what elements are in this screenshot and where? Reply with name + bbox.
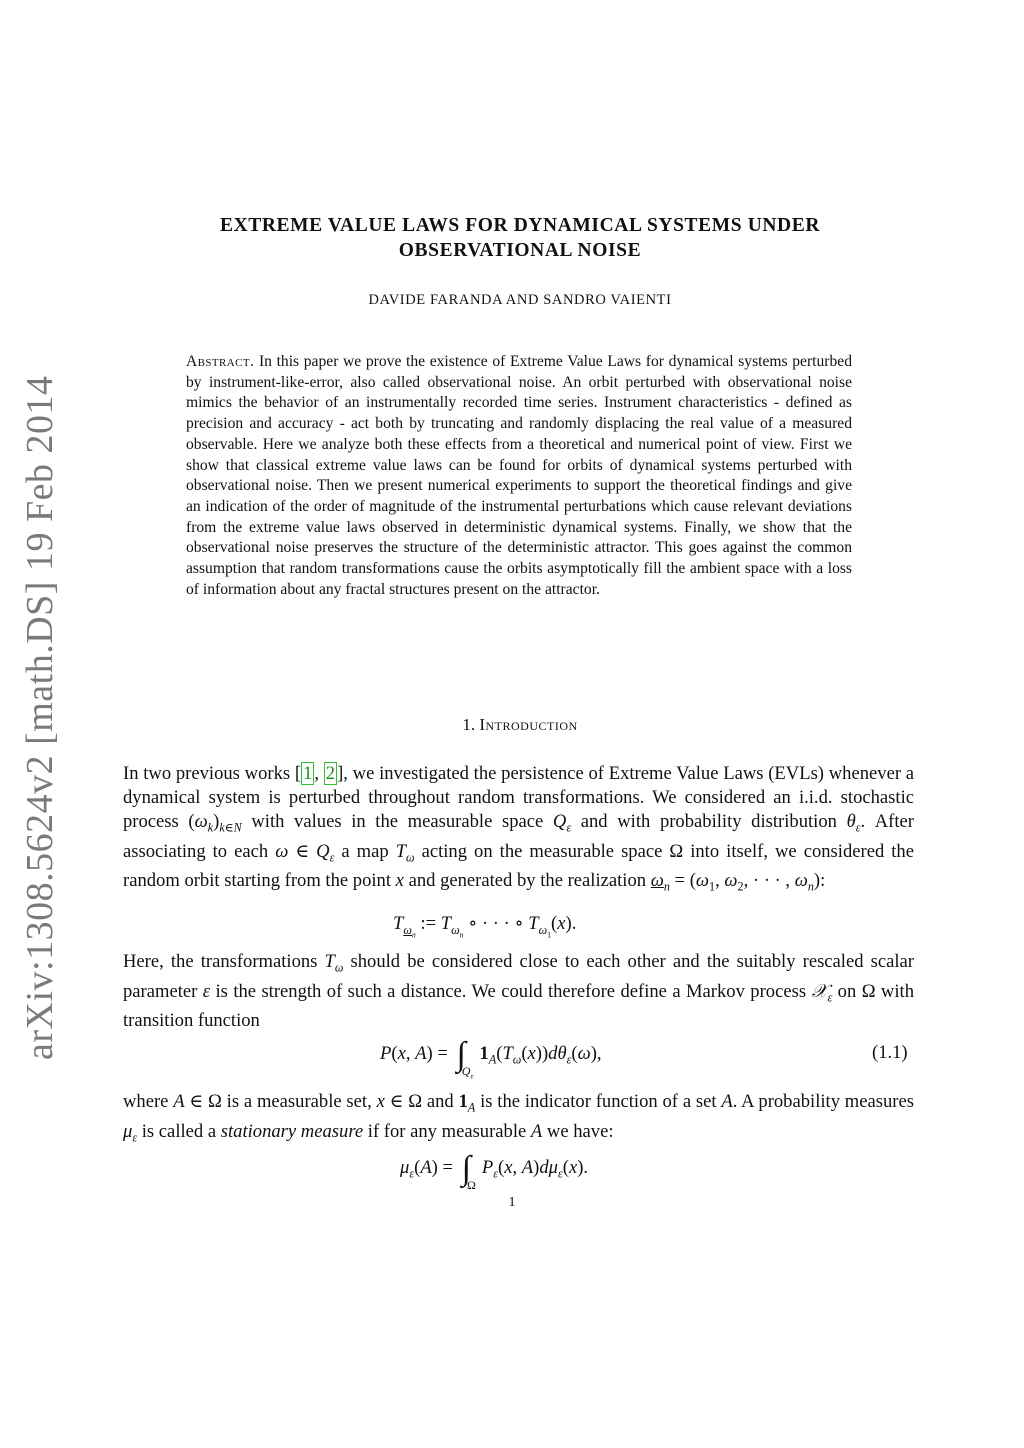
arxiv-identifier-stamp: arXiv:1308.5624v2 [math.DS] 19 Feb 2014 [19,375,61,1060]
intro-paragraph-1: In two previous works [ 1 , 2 ], we investigated the persistence of Extreme Value Laws (EVLs) whenever a dynamical system is perturbed throughout random transformations. We considered an i.i.d. stochastic process $(\omega_k)_{k\in N}$ with values in the measurable space $Q_\varepsilon$ and with probability distribution $\theta_\varepsilon$. After associating to each ω ∈ $Q_\varepsilon$ a map $T_\omega$ acting on the measurable space Ω into itself, we considered the random orbit starting from the point x and generated by the realization $\omega_n = (\omega_1$, $\omega_2$, · · · , $\omega_n$): [123,763,915,895]
section-title: Introduction [479,715,578,734]
equation-transition-function: P(x, $A) = \int_{Q_\varepsilon}1_A(T_\omega(x))d\theta_\varepsilon(\omega)$, [380,1036,602,1081]
equation-number: (1.1) [872,1042,908,1063]
abstract [186,352,852,600]
section-number: 1. [462,715,476,734]
citation-link-2[interactable]: 2 [325,763,336,784]
section-heading [120,715,920,735]
abstract-label: Abstract. [186,353,255,370]
abstract-text: In this paper we prove the existence of Extreme Value Laws for dynamical systems perturbed by instrument-like-error, also called observational noise. An orbit perturbed with observational noise mimics the behavior of an instrumentally recorded time series. Instrument characteristics - defined as precision and accuracy - act both by truncating and randomly displacing the real value of a measured observable. Here we analyze both these effects from a theoretical and numerical point of view. First we show that classical extreme value laws can be found for orbits of dynamical systems perturbed with observational noise. Then we present numerical experiments to support the theoretical findings and give an indication of the order of magnitude of the instrumental perturbations which cause relevant deviations from the extreme value laws observed in deterministic dynamical systems. Finally, we show that the observational noise preserves the structure of the deterministic attractor. This goes against the common assumption that random transformations cause the orbits asymptotically fill the ambient space with a loss of information about any fractal structures present on the attractor. [186,353,852,598]
equation-random-composition: $T_{\omega_n}$ := $T_{\omega_n}$ ∘ · · · ∘ $T_{\omega_1}(x)$. [393,913,577,940]
title-line-2: OBSERVATIONAL NOISE [398,240,642,261]
page-number: 1 [508,1195,516,1210]
intro-paragraph-2: Here, the transformations $T_\omega$ should be considered close to each other and the suitably rescaled scalar parameter ε is the strength of such a distance. We could therefore define a Markov process 𝒳$_\varepsilon$ on Ω with transition function [123,951,914,1032]
paper-title [120,213,920,263]
intro-paragraph-3: where A ∈ Ω is a measurable set, x ∈ Ω and $1_A$ is the indicator function of a set A. A probability measures $\mu_\varepsilon$ is called a stationary measure if for any measurable A we have: [123,1091,914,1145]
equation-stationary-measure: $\mu_\varepsilon(A) = \int_\Omega P_\varepsilon(x$, $A)d\mu_\varepsilon(x)$. [400,1150,589,1192]
title-line-1: EXTREME VALUE LAWS FOR DYNAMICAL SYSTEMS UNDER [219,215,821,236]
citation-link-1[interactable]: 1 [303,763,313,784]
authors: DAVIDE FARANDA AND SANDRO VAIENTI [368,292,672,308]
